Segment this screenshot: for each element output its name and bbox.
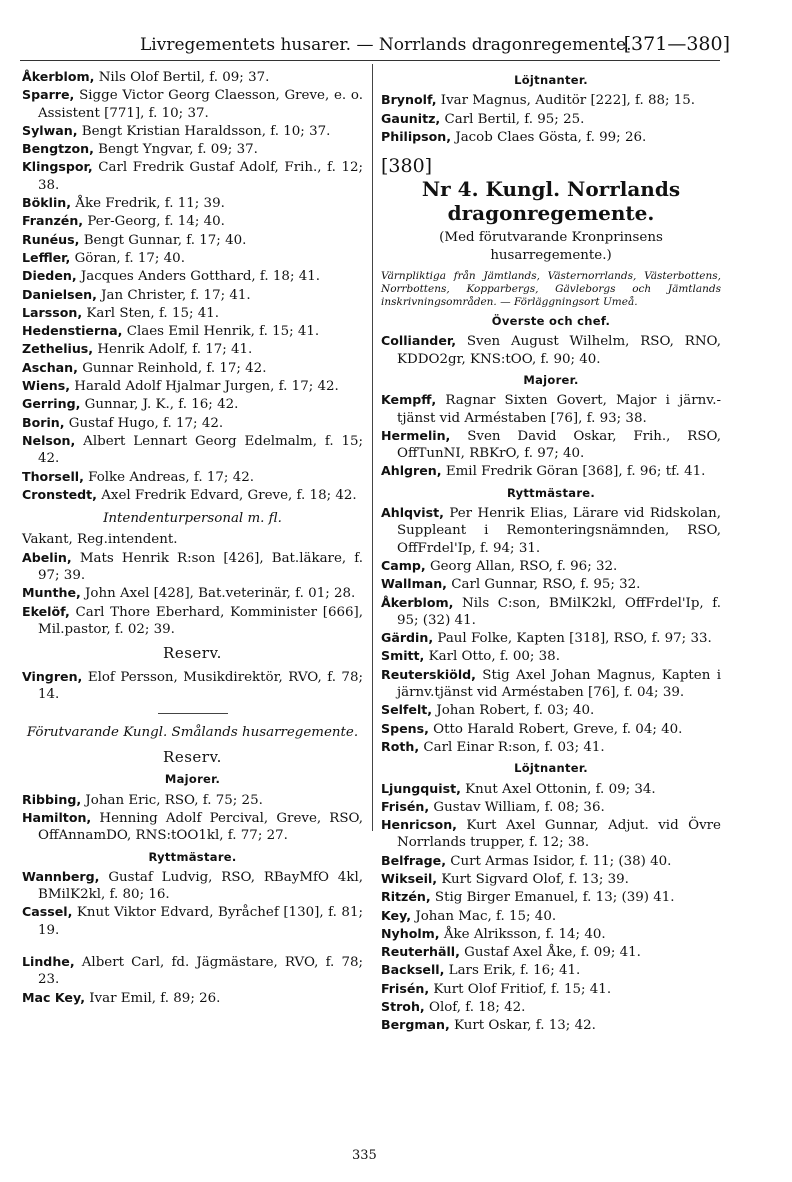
surname: Runéus, — [22, 231, 80, 247]
vakant-entry: Vakant, Reg.intendent. — [22, 532, 178, 548]
page-number: 335 — [352, 1148, 377, 1163]
surname: Wannberg, — [22, 868, 100, 884]
entry-details: John Axel [428], Bat.veterinär, f. 01; 28. — [85, 586, 356, 602]
surname: Henricson, — [381, 817, 457, 833]
person-entry — [22, 68, 363, 86]
entry-details: Gustaf Hugo, f. 17; 42. — [68, 415, 224, 431]
entry-list — [381, 780, 721, 1035]
column-divider — [372, 64, 373, 831]
person-entry — [22, 668, 363, 704]
entry-details: Carl Bertil, f. 95; 25. — [444, 111, 585, 127]
surname: Frisén, — [381, 798, 430, 814]
entry-details: Emil Fredrik Göran [368], f. 96; tf. 41. — [445, 464, 706, 480]
surname: Gärdin, — [381, 630, 434, 646]
entry-details: Johan Eric, RSO, f. 75; 25. — [85, 792, 263, 808]
entry-details: Gunnar, J. K., f. 16; 42. — [84, 397, 239, 413]
surname: Thorsell, — [22, 468, 84, 484]
person-entry — [381, 128, 721, 146]
person-entry — [22, 395, 363, 413]
surname: Ribbing, — [22, 791, 82, 807]
entry-list — [22, 549, 363, 638]
right-column — [381, 68, 721, 1035]
person-entry — [22, 486, 363, 504]
person-entry — [22, 791, 363, 809]
surname: Hamilton, — [22, 809, 92, 825]
entry-details: Gustaf Ludvig, RSO, RBayMfO 4kl, BMilK2kl, f. 80; 16. — [38, 869, 363, 903]
surname: Åkerblom, — [381, 594, 454, 610]
person-entry — [381, 738, 721, 756]
entry-list — [22, 791, 363, 845]
surname: Dieden, — [22, 268, 77, 284]
entry-details: Carl Gunnar, RSO, f. 95; 32. — [451, 577, 641, 593]
entry-details: Albert Lennart Georg Edelmalm, f. 15; 42. — [38, 433, 363, 467]
person-entry — [22, 432, 363, 468]
entry-details: Carl Thore Eberhard, Komminister [666], Mil.pastor, f. 02; 39. — [38, 604, 363, 637]
person-entry — [22, 286, 363, 304]
entry-list — [381, 391, 721, 480]
surname: Bergman, — [381, 1017, 450, 1033]
person-entry — [22, 903, 363, 939]
surname: Ahlgren, — [381, 463, 442, 479]
entry-details: Mats Henrik R:son [426], Bat.läkare, f. 97; 39. — [38, 550, 364, 584]
surname: Abelin, — [22, 549, 72, 565]
entry-details: Per-Georg, f. 14; 40. — [87, 214, 225, 230]
entry-details: Sigge Victor Georg Claesson, Greve, e. o. Assistent [771], f. 10; 37. — [38, 88, 363, 121]
surname: Vingren, — [22, 668, 83, 684]
person-entry — [381, 1016, 721, 1034]
surname: Åkerblom, — [22, 69, 95, 84]
entry-details: Johan Mac, f. 15; 40. — [415, 908, 557, 924]
surname: Munthe, — [22, 585, 81, 601]
surname: Ahlqvist, — [381, 505, 444, 521]
surname: Zethelius, — [22, 341, 94, 357]
entry-details: Olof, f. 18; 42. — [428, 1000, 526, 1016]
entry-details: Åke Alriksson, f. 14; 40. — [443, 926, 606, 942]
person-entry — [381, 594, 721, 630]
entry-details: Gunnar Reinhold, f. 17; 42. — [82, 360, 267, 376]
person-entry — [22, 140, 363, 158]
person-entry — [22, 304, 363, 322]
surname: Gerring, — [22, 396, 81, 412]
entry-details: Folke Andreas, f. 17; 42. — [88, 469, 254, 485]
section-heading-lojtnanter-2: Löjtnanter. — [514, 761, 588, 776]
section-heading-ryttmastare: Ryttmästare. — [506, 485, 596, 500]
person-entry — [381, 780, 721, 798]
surname: Nyholm, — [381, 925, 440, 941]
entry-details: Stig Birger Emanuel, f. 13; (39) 41. — [434, 890, 675, 906]
recruitment-note: Värnpliktiga från Jämtlands, Västernorrlands, Västerbottens, Norrbottens, Kopparbergs, Gävleborgs och Jämtlands inskrivningsområden. — Förläggningsort Umeå. — [381, 270, 721, 309]
entry-details: Åke Fredrik, f. 11; 39. — [75, 196, 225, 212]
person-entry — [381, 504, 721, 557]
person-entry — [381, 629, 721, 647]
surname: Belfrage, — [381, 852, 446, 868]
section-heading-lojtnanter: Löjtnanter. — [514, 73, 588, 87]
surname: Philipson, — [381, 128, 452, 144]
section-code: [380] — [381, 155, 433, 178]
surname: Klingspor, — [22, 159, 93, 175]
entry-details: Per Henrik Elias, Lärare vid Ridskolan, Suppleant i Remonteringsnämnden, RSO, OffFrdel'Ip, f. 94; 31. — [397, 506, 721, 556]
section-heading-intendentur: Intendenturpersonal m. fl. — [103, 511, 282, 527]
person-entry — [22, 158, 363, 194]
person-entry — [381, 666, 721, 702]
section-heading-majorer: Majorer. — [523, 372, 579, 387]
person-entry — [22, 809, 363, 845]
separator — [158, 713, 228, 714]
entry-details: Jacques Anders Gotthard, f. 18; 41. — [80, 269, 321, 285]
person-entry — [22, 414, 363, 432]
surname: Cronstedt, — [22, 486, 97, 502]
entry-details: Karl Sten, f. 15; 41. — [86, 305, 220, 321]
person-entry — [381, 720, 721, 738]
entry-details: Ivar Magnus, Auditör [222], f. 88; 15. — [440, 93, 696, 109]
entry-details: Elof Persson, Musikdirektör, RVO, f. 78; 14. — [38, 669, 363, 702]
person-entry — [22, 989, 363, 1007]
person-entry — [22, 231, 363, 249]
surname: Sylwan, — [22, 122, 78, 138]
entry-details: Kurt Oskar, f. 13; 42. — [454, 1018, 596, 1034]
entry-details: Nils Olof Bertil, f. 09; 37. — [98, 70, 270, 85]
surname: Borin, — [22, 414, 65, 430]
entry-details: Knut Viktor Edvard, Byråchef [130], f. 81; 19. — [38, 905, 363, 938]
person-entry — [22, 549, 363, 585]
surname: Gaunitz, — [381, 110, 441, 126]
surname: Leffler, — [22, 249, 71, 265]
surname: Wiens, — [22, 378, 70, 394]
person-entry — [381, 816, 721, 852]
surname: Colliander, — [381, 333, 457, 349]
surname: Smitt, — [381, 648, 425, 664]
surname: Lindhe, — [22, 954, 75, 970]
person-entry — [381, 907, 721, 925]
surname: Spens, — [381, 720, 429, 736]
entry-details: Carl Einar R:son, f. 03; 41. — [423, 739, 605, 755]
person-entry — [22, 603, 363, 639]
surname: Ritzén, — [381, 889, 431, 905]
person-entry — [22, 377, 363, 395]
header-title: Livregementets husarer. — Norrlands dragonregemente. — [140, 35, 632, 55]
person-entry — [381, 980, 721, 998]
entry-details: Kurt Olof Fritiof, f. 15; 41. — [433, 981, 612, 997]
entry-list — [22, 668, 363, 704]
header-range: [371—380] — [623, 33, 730, 55]
entry-details: Paul Folke, Kapten [318], RSO, f. 97; 33. — [437, 631, 712, 647]
surname: Sparre, — [22, 87, 75, 103]
person-entry — [381, 332, 721, 368]
surname: Kempff, — [381, 392, 437, 408]
entry-details: Georg Allan, RSO, f. 96; 32. — [429, 558, 618, 574]
person-entry — [381, 798, 721, 816]
entry-details: Bengt Gunnar, f. 17; 40. — [83, 232, 247, 248]
entry-list — [381, 332, 721, 368]
entry-details: Axel Fredrik Edvard, Greve, f. 18; 42. — [101, 487, 357, 503]
surname: Wikseil, — [381, 870, 438, 886]
person-entry — [381, 91, 721, 109]
surname: Hedenstierna, — [22, 323, 123, 339]
person-entry — [381, 852, 721, 870]
entry-details: Ragnar Sixten Govert, Major i järnv.-tjänst vid Arméstaben [76], f. 93; 38. — [397, 393, 721, 426]
person-entry — [381, 462, 721, 480]
person-entry — [381, 870, 721, 888]
surname: Mac Key, — [22, 989, 85, 1005]
surname: Aschan, — [22, 359, 78, 375]
person-entry — [22, 267, 363, 285]
entry-details: Henrik Adolf, f. 17; 41. — [97, 342, 253, 358]
entry-details: Knut Axel Ottonin, f. 09; 34. — [465, 781, 656, 797]
entry-details: Henning Adolf Percival, Greve, RSO, OffAnnamDO, RNS:tOO1kl, f. 77; 27. — [38, 810, 363, 844]
entry-details: Ivar Emil, f. 89; 26. — [89, 990, 221, 1006]
surname: Böklin, — [22, 195, 72, 211]
running-header — [140, 34, 730, 56]
section-heading-reserv-2: Reserv. — [163, 748, 222, 767]
person-entry — [381, 110, 721, 128]
entry-details: Carl Fredrik Gustaf Adolf, Frih., f. 12; 38. — [38, 160, 364, 193]
section-heading-ryttmastare: Ryttmästare. — [148, 849, 237, 864]
entry-details: Claes Emil Henrik, f. 15; 41. — [126, 324, 320, 340]
entry-details: Bengt Yngvar, f. 09; 37. — [98, 142, 258, 158]
entry-list — [22, 68, 363, 504]
surname: Cassel, — [22, 904, 73, 920]
header-rule — [20, 60, 720, 61]
person-entry — [381, 961, 721, 979]
entry-details: Karl Otto, f. 00; 38. — [428, 649, 560, 665]
entry-details: Gustaf Axel Åke, f. 09; 41. — [464, 945, 641, 961]
person-entry — [22, 212, 363, 230]
surname: Stroh, — [381, 999, 425, 1015]
person-entry — [381, 575, 721, 593]
surname: Ljungquist, — [381, 780, 461, 796]
surname: Danielsen, — [22, 286, 97, 302]
surname: Nelson, — [22, 432, 76, 448]
person-entry — [22, 194, 363, 212]
person-entry — [381, 943, 721, 961]
entry-details: Kurt Sigvard Olof, f. 13; 39. — [441, 871, 629, 887]
entry-list — [22, 868, 363, 939]
person-entry — [381, 427, 721, 463]
regiment-note: (Med förutvarande Kronprinsens husarregemente.) — [439, 230, 663, 263]
entry-details: Sven August Wilhelm, RSO, RNO, KDDO2gr, KNS:tOO, f. 90; 40. — [397, 334, 721, 367]
entry-list — [22, 953, 363, 1007]
entry-details: Jacob Claes Gösta, f. 99; 26. — [455, 129, 647, 145]
person-entry — [381, 391, 721, 427]
person-entry — [381, 888, 721, 906]
entry-details: Otto Harald Robert, Greve, f. 04; 40. — [433, 721, 683, 737]
entry-details: Göran, f. 17; 40. — [74, 250, 185, 266]
person-entry — [381, 925, 721, 943]
surname: Selfelt, — [381, 702, 433, 718]
person-entry — [381, 701, 721, 719]
person-entry — [22, 340, 363, 358]
entry-details: Nils C:son, BMilK2kl, OffFrdel'Ip, f. 95; (32) 41. — [397, 595, 721, 628]
surname: Backsell, — [381, 962, 445, 978]
person-entry — [22, 249, 363, 267]
entry-details: Jan Christer, f. 17; 41. — [101, 287, 251, 303]
left-column — [22, 68, 363, 1007]
person-entry — [22, 322, 363, 340]
section-heading-reserv: Reserv. — [163, 644, 222, 663]
entry-details: Albert Carl, fd. Jägmästare, RVO, f. 78; 23. — [38, 955, 363, 988]
surname: Franzén, — [22, 213, 84, 229]
former-regiment-heading: Förutvarande Kungl. Smålands husarregemente. — [26, 725, 359, 741]
entry-list — [381, 504, 721, 756]
surname: Bengtzon, — [22, 141, 94, 157]
entry-details: Kurt Axel Gunnar, Adjut. vid Övre Norrlands trupper, f. 12; 38. — [397, 818, 721, 851]
surname: Reuterhäll, — [381, 944, 460, 960]
section-heading-majorer: Majorer. — [164, 772, 221, 787]
person-entry — [22, 468, 363, 486]
entry-details: Johan Robert, f. 03; 40. — [436, 703, 595, 719]
surname: Reuterskiöld, — [381, 666, 476, 682]
surname: Brynolf, — [381, 92, 437, 108]
surname: Wallman, — [381, 576, 447, 592]
entry-details: Sven David Oskar, Frih., RSO, OffTunNI, RBKrO, f. 97; 40. — [397, 428, 721, 462]
entry-details: Bengt Kristian Haraldsson, f. 10; 37. — [81, 123, 331, 139]
entry-list — [381, 91, 721, 146]
surname: Key, — [381, 907, 412, 923]
entry-details: Curt Armas Isidor, f. 11; (38) 40. — [450, 853, 672, 869]
person-entry — [22, 359, 363, 377]
entry-details: Harald Adolf Hjalmar Jurgen, f. 17; 42. — [74, 379, 339, 395]
surname: Camp, — [381, 557, 426, 573]
person-entry — [22, 584, 363, 602]
surname: Larsson, — [22, 304, 83, 320]
surname: Hermelin, — [381, 427, 451, 443]
person-entry — [381, 557, 721, 575]
person-entry — [381, 998, 721, 1016]
surname: Roth, — [381, 738, 420, 754]
person-entry — [22, 868, 363, 904]
person-entry — [381, 647, 721, 665]
person-entry — [22, 122, 363, 140]
entry-details: Stig Axel Johan Magnus, Kapten i järnv.tjänst vid Arméstaben [76], f. 04; 39. — [397, 667, 721, 701]
person-entry — [22, 86, 363, 122]
entry-details: Gustav William, f. 08; 36. — [433, 799, 605, 815]
person-entry — [22, 953, 363, 989]
surname: Frisén, — [381, 980, 430, 996]
section-heading-overste: Överste och chef. — [491, 314, 611, 329]
entry-details: Lars Erik, f. 16; 41. — [448, 963, 581, 979]
surname: Ekelöf, — [22, 603, 70, 619]
regiment-title: Nr 4. Kungl. Norrlands dragonregemente. — [421, 177, 681, 226]
